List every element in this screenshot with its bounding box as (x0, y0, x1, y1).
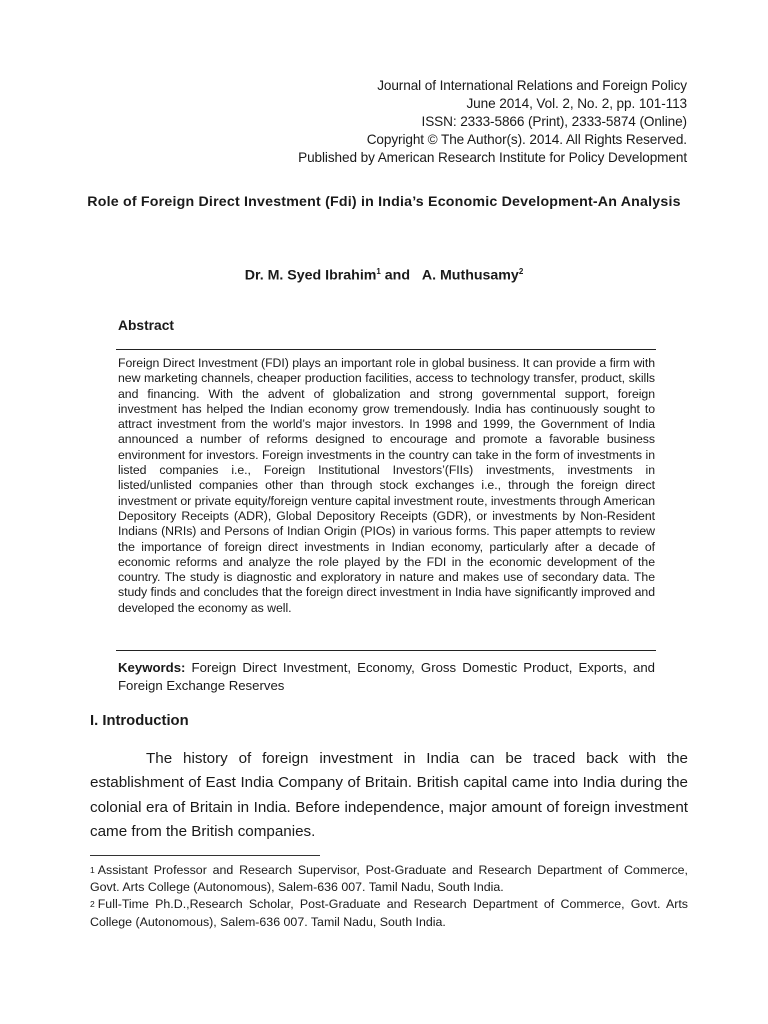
footnote-1-mark: 1 (90, 865, 95, 875)
section-heading-introduction: I. Introduction (90, 713, 189, 729)
footnote-1-text: Assistant Professor and Research Supervisor, Post-Graduate and Research Department of Commerce, Govt. Arts College (Autonomous), Salem-636 007. Tamil Nadu, South India. (90, 863, 688, 895)
footnote-2 (90, 896, 688, 930)
author-1-mark: 1 (376, 267, 381, 276)
introduction-paragraph: The history of foreign investment in India can be traced back with the establishment of East India Company of Britain. British capital came into India during the colonial era of Britain in India. Before independence, major amount of foreign investment came from the British companies. (90, 750, 688, 840)
journal-issue: June 2014, Vol. 2, No. 2, pp. 101-113 (466, 96, 687, 111)
author-2: A. Muthusamy (421, 267, 519, 284)
author-joiner: and (384, 267, 411, 284)
journal-publisher: Published by American Research Institute for Policy Development (298, 150, 687, 165)
footnote-2-mark: 2 (90, 899, 95, 910)
abstract-heading: Abstract (118, 318, 174, 333)
abstract-top-rule (116, 349, 656, 350)
author-line (80, 262, 688, 286)
journal-header (298, 77, 687, 167)
paper-title: Role of Foreign Direct Investment (Fdi) in India’s Economic Development-An Analysis (87, 194, 681, 210)
footnote-2-text: Full-Time Ph.D.,Research Scholar, Post-Graduate and Research Department of Commerce, Govt. Arts College (Autonomous), Salem-636 007. Tamil Nadu, South India. (90, 897, 688, 929)
footnote-1 (90, 862, 688, 896)
journal-copyright: Copyright © The Author(s). 2014. All Rights Reserved. (366, 132, 687, 147)
keywords (118, 659, 655, 695)
journal-name: Journal of International Relations and Foreign Policy (377, 78, 687, 93)
abstract-bottom-rule (116, 650, 656, 651)
keywords-text: Foreign Direct Investment, Economy, Gross Domestic Product, Exports, and Foreign Exchange Reserves (118, 660, 655, 693)
author-2-mark: 2 (518, 267, 524, 276)
keywords-label: Keywords: (118, 660, 186, 675)
journal-issn: ISSN: 2333-5866 (Print), 2333-5874 (Online) (421, 114, 687, 129)
footnote-separator (90, 855, 320, 856)
abstract-text: Foreign Direct Investment (FDI) plays an important role in global business. It can provide a firm with new marketing channels, cheaper production facilities, access to technology transfer, product, skills and financing. With the advent of globalization and strong governmental support, foreign investment has helped the Indian economy grow tremendously. India has continuously sought to attract investment from the world’s major investors. In 1998 and 1999, the Government of India announced a number of reforms designed to encourage and promote a favorable business environment for investors. Foreign investments in the country can take in the form of investments in listed companies i.e., Foreign Institutional Investors’(FIIs) investments, investments in listed/unlisted companies other than through stock exchanges i.e., through the foreign direct investment or private equity/foreign venture capital investment route, investments through American Depository Receipts (ADR), Global Depository Receipts (GDR), or investments by Non-Resident Indians (NRIs) and Persons of Indian Origin (PIOs) in various forms. This paper attempts to review the importance of foreign direct investments in Indian economy, particularly after a decade of economic reforms and analyze the role played by the FDI in the economic development of the country. The study is diagnostic and exploratory in nature and makes use of secondary data. The study finds and concludes that the foreign direct investment in India have significantly improved and developed the economy as well. (118, 356, 655, 615)
author-1: Dr. M. Syed Ibrahim (244, 267, 377, 284)
footnotes (90, 862, 688, 931)
